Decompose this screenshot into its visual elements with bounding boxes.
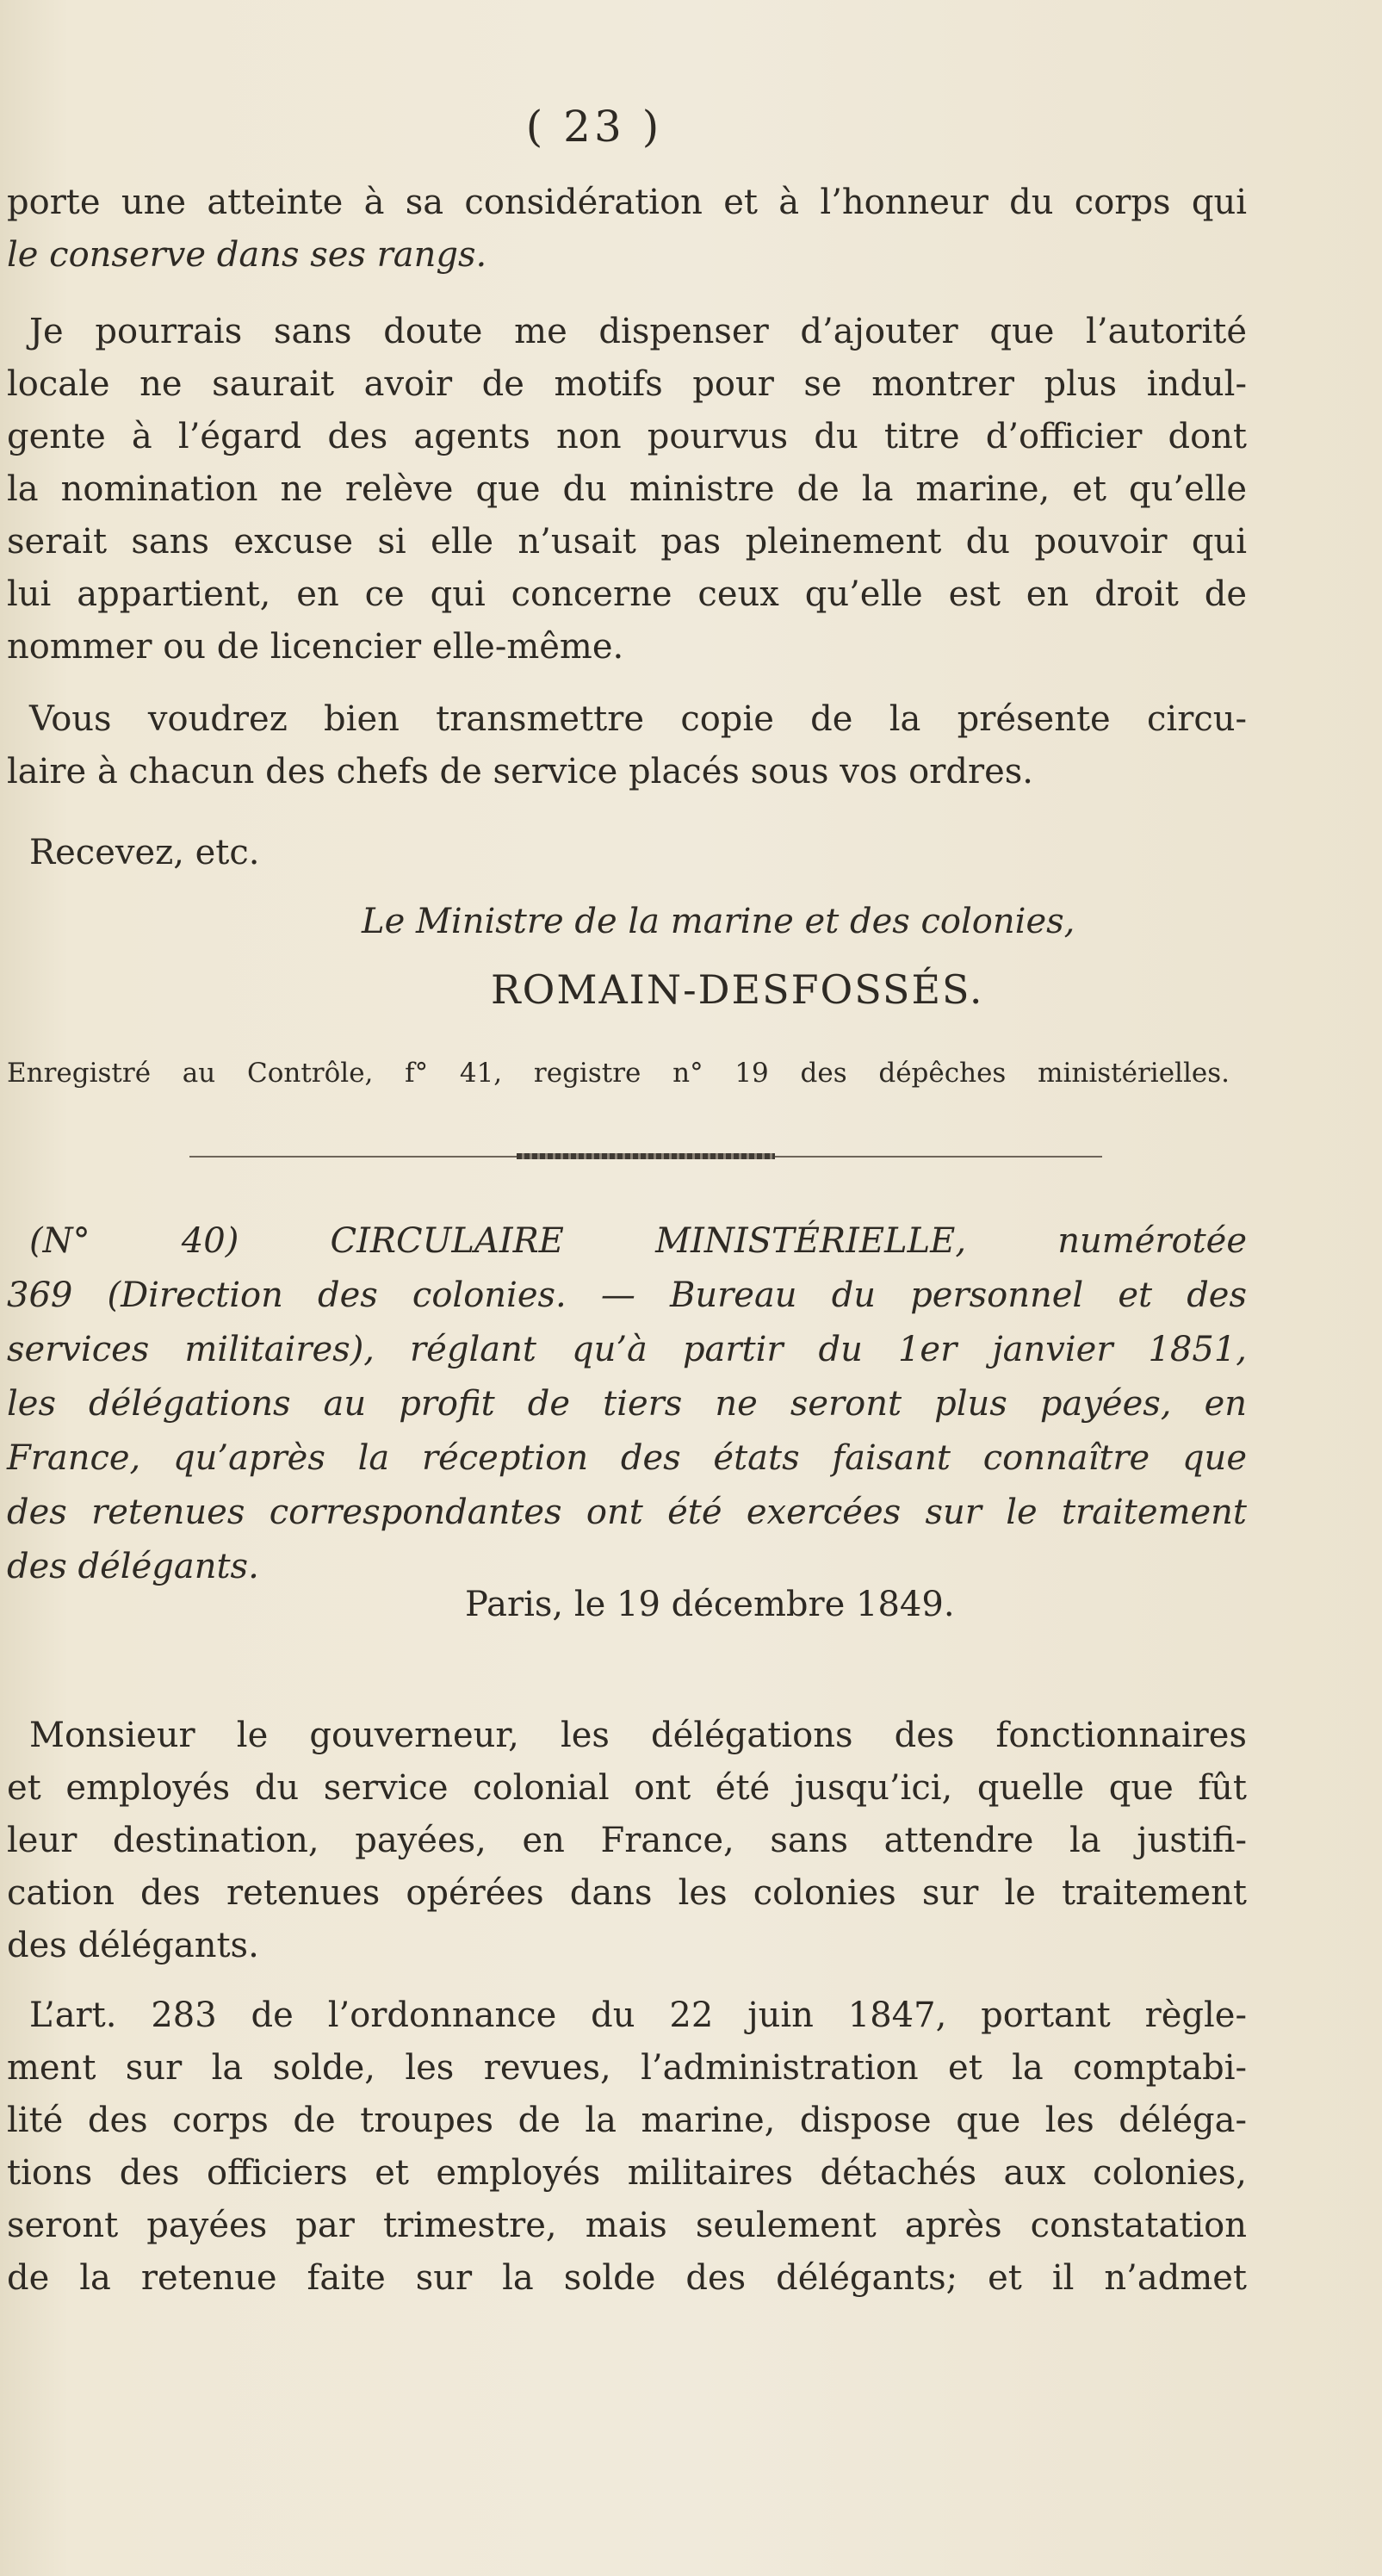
text-line: Vous voudrez bien transmettre copie de la présente circu- xyxy=(29,699,1247,739)
signer-title: Le Ministre de la marine et des colonies, xyxy=(362,902,1075,941)
closing-line xyxy=(7,827,1247,879)
paragraph-authority xyxy=(7,306,1247,673)
text-line: porte une atteinte à sa considération et à l’honneur du corps qui xyxy=(7,183,1247,222)
heading-line: France, qu’après la réception des états faisant connaître que xyxy=(7,1438,1247,1478)
heading-line: services militaires), réglant qu’à partir du 1er janvier 1851, xyxy=(7,1330,1247,1369)
text-line: L’art. 283 de l’ordonnance du 22 juin 1847, portant règle- xyxy=(29,1996,1247,2035)
text-line: Recevez, etc. xyxy=(29,833,260,872)
page-number: ( 23 ) xyxy=(525,102,663,152)
heading-line: 369 (Direction des colonies. — Bureau du personnel et des xyxy=(7,1276,1247,1315)
heading-line: (N° 40) CIRCULAIRE MINISTÉRIELLE, numérotée xyxy=(29,1221,1247,1261)
text-line: des délégants. xyxy=(7,1926,259,1965)
text-line: laire à chacun des chefs de service placés sous vos ordres. xyxy=(7,752,1033,791)
text-line: leur destination, payées, en France, sans attendre la justifi- xyxy=(7,1821,1247,1860)
text-line: ment sur la solde, les revues, l’administration et la comptabi- xyxy=(7,2048,1247,2088)
heading-line: des délégants. xyxy=(7,1547,259,1586)
text-line: serait sans excuse si elle n’usait pas pleinement du pouvoir qui xyxy=(7,522,1247,562)
text-line: cation des retenues opérées dans les colonies sur le traitement xyxy=(7,1873,1247,1913)
circular-heading xyxy=(7,1214,1247,1594)
text-line: seront payées par trimestre, mais seulement après constatation xyxy=(7,2206,1247,2245)
text-line: nommer ou de licencier elle-même. xyxy=(7,627,624,667)
text-line: le conserve dans ses rangs. xyxy=(7,235,487,275)
divider-ornament xyxy=(517,1153,775,1159)
text-line: gente à l’égard des agents non pourvus du titre d’officier dont xyxy=(7,417,1247,456)
text-line: Monsieur le gouverneur, les délégations des fonctionnaires xyxy=(29,1716,1247,1755)
text-line: lui appartient, en ce qui concerne ceux qu’elle est en droit de xyxy=(7,574,1247,614)
heading-line: des retenues correspondantes ont été exercées sur le traitement xyxy=(7,1493,1247,1532)
text-line: de la retenue faite sur la solde des délégants; et il n’admet xyxy=(7,2258,1247,2298)
paragraph-continuation xyxy=(7,177,1247,282)
paragraph-delegations xyxy=(7,1710,1247,1972)
text-line: lité des corps de troupes de la marine, dispose que les déléga- xyxy=(7,2101,1247,2140)
text-line: et employés du service colonial ont été jusqu’ici, quelle que fût xyxy=(7,1768,1247,1808)
heading-line: les délégations au profit de tiers ne seront plus payées, en xyxy=(7,1384,1247,1424)
registration-note: Enregistré au Contrôle, f° 41, registre n° 19 des dépêches ministérielles. xyxy=(7,1058,1230,1089)
paragraph-transmit xyxy=(7,693,1247,798)
text-line: tions des officiers et employés militaires détachés aux colonies, xyxy=(7,2153,1247,2193)
dateline: Paris, le 19 décembre 1849. xyxy=(465,1585,955,1624)
text-line: locale ne saurait avoir de motifs pour se montrer plus indul- xyxy=(7,364,1247,404)
text-line: la nomination ne relève que du ministre de la marine, et qu’elle xyxy=(7,469,1247,509)
text-line: Je pourrais sans doute me dispenser d’ajouter que l’autorité xyxy=(29,312,1247,351)
signer-name: ROMAIN-DESFOSSÉS. xyxy=(491,966,984,1013)
signature-block xyxy=(362,896,1240,947)
paragraph-article xyxy=(7,1989,1247,2305)
